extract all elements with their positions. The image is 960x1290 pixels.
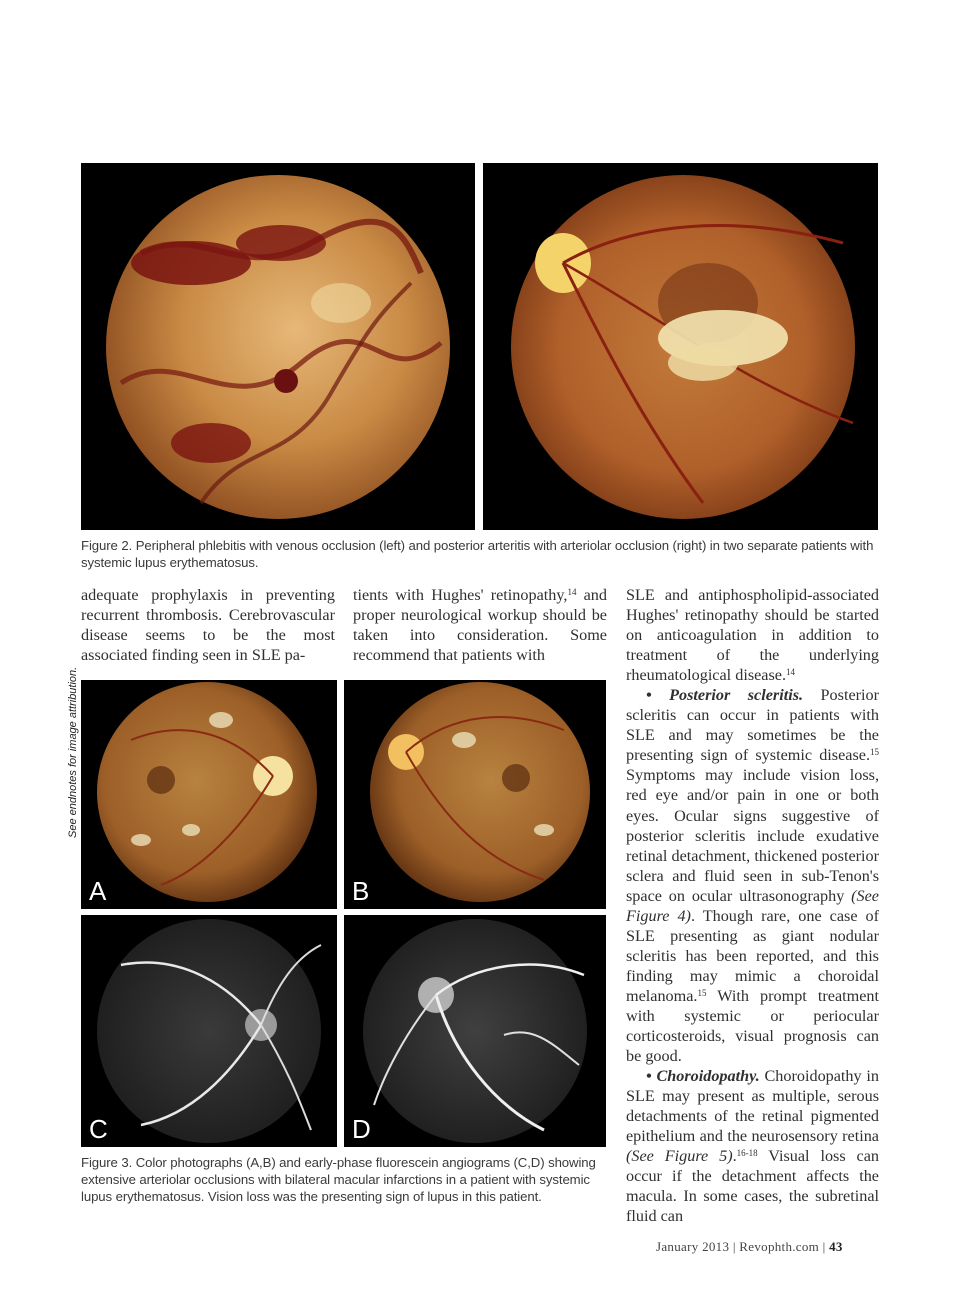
section-heading-posterior-scleritis: • Posterior scleritis. (646, 686, 804, 705)
figure2-caption: Figure 2. Peripheral phlebitis with venous occlusion (left) and posterior arteritis with arteriolar occlusion (right) in two separate patients with systemic lupus erythematosus. (81, 538, 874, 570)
panel-label-c: C (89, 1114, 108, 1144)
fluorescein-angiogram-c (81, 915, 337, 1147)
column-2-text (353, 585, 607, 665)
image-attribution-note: See endnotes for image attribution. (67, 666, 79, 838)
section-heading-choroidopathy: • Choroidopathy. (646, 1067, 760, 1086)
reference: 15 (870, 747, 879, 758)
fundus-arteritis-image (483, 163, 878, 530)
website: Revophth.com (739, 1239, 820, 1254)
fundus-color-photo-b (344, 680, 606, 909)
figure-reference: (See Figure 4) (626, 886, 879, 925)
fundus-color-photo-a (81, 680, 337, 909)
reference: 14 (567, 587, 577, 597)
column-3-text (626, 585, 879, 1227)
page-number: 43 (829, 1239, 843, 1254)
column-1-text (81, 585, 335, 665)
figure-reference: (See Figure 5) (626, 1147, 733, 1166)
panel-label-b: B (352, 876, 370, 906)
issue-date: January 2013 (656, 1239, 730, 1254)
figure3-panel-d (344, 915, 606, 1147)
panel-label-d: D (352, 1114, 371, 1144)
figure3-panel-b (344, 680, 606, 909)
col1-paragraph: adequate prophylaxis in preventing recurrent thrombosis. Cerebrovascular disease seems to be the most associated finding seen in SLE pa- (81, 586, 335, 665)
figure3-caption: Figure 3. Color photographs (A,B) and early-phase fluorescein angiograms (C,D) showing extensive arteriolar occlusions with bilateral macular infarctions in a patient with systemic lupus erythematosus. Vision loss was the presenting sign of lupus in this patient. (81, 1155, 596, 1204)
fundus-phlebitis-image (81, 163, 475, 530)
figure2-left-photo (81, 163, 475, 530)
panel-label-a: A (89, 876, 107, 906)
col3-paragraph-choroidopathy: • Choroidopathy. Choroidopathy in SLE may present as multiple, serous detachments of the retinal pigmented epithelium and the neurosensory retina (See Figure 5).$^{16-18}$ Visual loss can occur if the detachment affects the macula. In some cases, the subretinal fluid can (626, 1067, 880, 1226)
figure3-panel-a (81, 680, 337, 909)
col2-paragraph: tients with Hughes' retinopathy,$^{14}$ and proper neurological workup should be taken into consideration. Some recommend that patients with (353, 586, 607, 665)
col3-paragraph-1: SLE and antiphospholipid-associated Hughes' retinopathy should be started on anticoagulation in addition to treatment of the underlying rheumatological disease.$^{14}$ (626, 586, 879, 685)
reference: 16-18 (736, 1148, 758, 1159)
reference: 15 (697, 987, 707, 998)
col3-paragraph-posterior-scleritis: • Posterior scleritis. Posterior scleritis can occur in patients with SLE and may sometimes be the presenting sign of systemic disease.$^{15}$ Symptoms may include vision loss, red eye and/or pain in one or both eyes. Ocular signs suggestive of posterior scleritis include exudative retinal detachment, thickened posterior sclera and fluid seen in sub-Tenon's space on ocular ultrasonography (See Figure 4). Though rare, one case of SLE presenting as giant nodular scleritis has been reported, and this finding may mimic a choroidal melanoma.$^{15}$ With prompt treatment with systemic or periocular corticosteroids, visual prognosis can be good. (626, 686, 879, 1066)
page-footer: January 2013 | Revophth.com | 43 (656, 1239, 843, 1254)
figure2-right-photo (483, 163, 878, 530)
reference: 14 (786, 667, 796, 678)
figure3-panel-c (81, 915, 337, 1147)
fluorescein-angiogram-d (344, 915, 606, 1147)
